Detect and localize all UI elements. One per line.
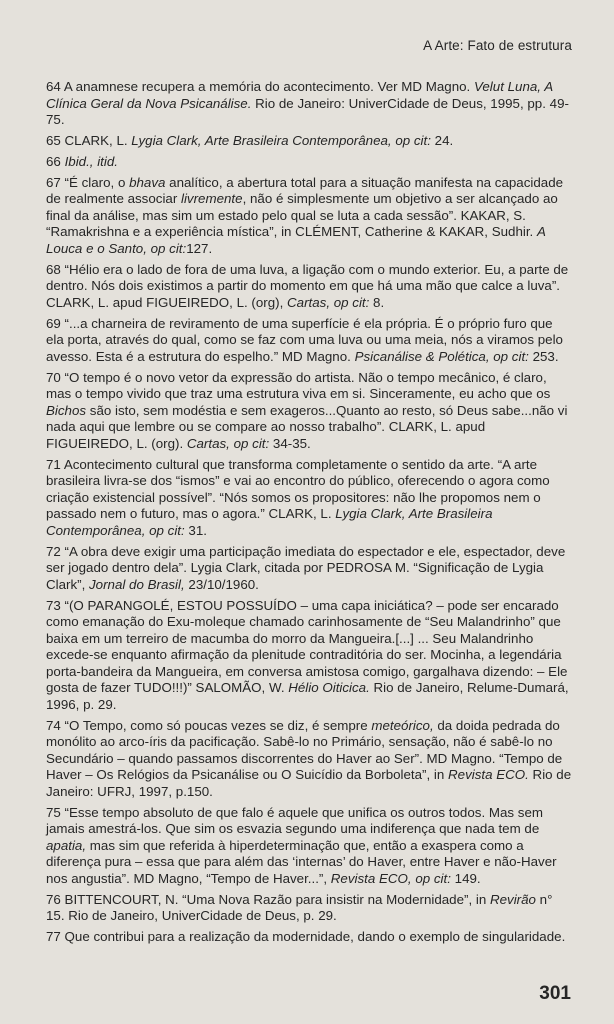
footnote-italic-text: A Louca e o Santo, op cit: [46,224,546,256]
footnote-italic-text: meteórico, [371,717,434,733]
running-header: A Arte: Fato de estrutura [423,38,572,53]
footnote [46,929,573,946]
footnote [46,544,573,594]
footnote-text: 253. [528,348,559,364]
footnote-italic-text: apatia, [46,837,87,853]
footnote [46,718,573,801]
footnote-italic-text: Ibid., itid. [64,153,118,169]
footnote [46,262,573,312]
footnote-italic-text: Cartas, op cit: [186,435,270,451]
footnote [46,175,573,258]
footnote-text: Rio de Janeiro: UFRJ, 1997, p.150. [46,767,572,799]
footnote-italic-text: Lygia Clark, Arte Brasileira Contemporânea, op cit: [131,132,431,148]
footnote-italic-text: Jornal do Brasil, [89,576,185,592]
footnote-italic-text: bhava [129,174,166,190]
footnote-text: 72 “A obra deve exigir uma participação imediata do espectador e ele, espectador, deve ser jogado dentro dela”. Lygia Clark, citada por PEDROSA M. “Significação de Lygia Clark”, [46,543,566,592]
footnote-text: 69 “...a charneira de reviramento de uma superfície é ela própria. É o próprio furo que ela porta, através do qual, como se faz com uma luva ou uma meia, nós a viramos pelo avesso. Esta é a estrutura do espelho.” MD Magno. [46,315,563,364]
footnote-text: 77 Que contribui para a realização da modernidade, dando o exemplo de singularidade. [46,929,566,945]
footnote-text: 70 “O tempo é o novo vetor da expressão do artista. Não o tempo mecânico, é claro, mas o tempo vivido que traz uma estrutura viva em si. Sinceramente, eu acho que os [46,369,551,402]
page-number: 301 [539,983,571,1004]
footnote-text: Rio de Janeiro: UniverCidade de Deus, 1995, pp. 49-75. [46,95,569,128]
footnote-italic-text: Revirão [489,891,536,907]
footnote [46,598,573,714]
footnote [46,154,573,171]
footnote [46,805,573,888]
footnote-text: , não é simplesmente um objetivo a ser alcançado ao final da análise, mas sim um estado pelo qual se luta a cada sessão”. KAKAR, S. “Ramakrishna e a experiência mística”, in CLÉMENT, Catherine & KAKAR, Sudhir. [46,191,558,240]
footnote-text: da doida pedrada do monólito ao arco-íris da pacificação. Sabê-lo no Primário, sensação, não é sabê-lo no Secundário – quando passamos discorrentes do Haver ao Ser”. MD Magno. “Tempo de Haver – Os Relógios da Psicanálise ou O Suicídio da Borboleta”, in [46,717,563,783]
footnote-italic-text: Velut Luna, A Clínica Geral da Nova Psicanálise. [46,79,553,111]
footnote [46,370,573,453]
footnote-italic-text: Cartas, op cit: [287,294,370,310]
footnote-italic-text: Bichos [46,402,87,418]
footnote-italic-text: Psicanálise & Polética, op cit: [354,348,529,364]
footnotes [46,79,573,950]
footnote-text: 127. [186,240,213,256]
footnote-text: 64 A anamnese recupera a memória do acontecimento. Ver MD Magno. [46,79,474,94]
footnote-text: 68 “Hélio era o lado de fora de uma luva, a ligação com o mundo exterior. Eu, a parte de dentro. Nós dois existimos a partir do momento em que há uma mão que calce a luva”. CLARK, L. apud FIGUEIREDO, L. (org), [46,261,569,310]
footnote-text: 74 “O Tempo, como só poucas vezes se diz, é sempre [46,717,372,733]
footnote-text: 34-35. [269,435,311,451]
footnote-text: 149. [450,870,481,886]
footnote-text: 66 [46,153,65,169]
footnote-text: 71 Acontecimento cultural que transforma completamente o sentido da arte. “A arte brasileira livra-se dos “ismos” e vai ao encontro do público, oferecendo o agora como criação existencial possível”. “Nós somos os propositores: não lhe propomos nem o passado nem o futuro, mas o agora.” CLARK, L. [46,456,550,522]
footnote-italic-text: Hélio Oiticica. [288,680,370,696]
footnote-text: 24. [430,132,454,148]
footnote [46,457,573,540]
footnote [46,316,573,366]
footnote-text: 8. [369,294,385,310]
footnote-text: mas sim que referida à hiperdeterminação que, então a exaspera como a diferença pura – essa que para além das ‘internas’ do Haver, entre Haver e não-Haver nos angustia”. MD Magno, “Tempo de Haver...”, [46,837,557,886]
footnote-text: 31. [184,522,207,538]
footnote-italic-text: Revista ECO, op cit: [330,870,451,886]
footnote-text: 73 “(O PARANGOLÉ, ESTOU POSSUÍDO – uma capa iniciática? – pode ser encarado como emanação do Exu-moleque chamado carinhosamente de “Seu Malandrinho” que baixa em um terreiro de macumba do morro da Mangueira.[...] ... Seu Malandrinho excede-se enquanto afirmação da plenitude contraditória do ser. Mocinha, a legendária porta-bandeira da Mangueira, em conversa amistosa comigo, gargalhava dizendo: – Ele gosta de fazer TUDO!!!)” SALOMÃO, W. [46,597,568,696]
footnote-text: n° 15. Rio de Janeiro, UniverCidade de Deus, p. 29. [46,891,553,924]
footnote-text: 75 “Esse tempo absoluto de que falo é aquele que unifica os outros todos. Mas sem jamais amestrá-los. Que sim os esvazia segundo uma indiferença que nada tem de [46,804,543,837]
footnote-text: 67 “É claro, o [46,174,130,190]
footnote-text: são isto, sem modéstia e sem exageros...Quanto ao resto, só Deus sabe...não vi nada aqui que lembre ou se compare ao nosso trabalho”. CLARK, L. apud FIGUEIREDO, L. (org). [46,402,568,451]
footnote [46,79,573,129]
footnote [46,892,573,925]
footnote-text: analítico, a abertura total para a situação manifesta na capacidade de realmente associar [46,174,564,207]
footnote-text: 76 BITTENCOURT, N. “Uma Nova Razão para insistir na Modernidade”, in [46,891,490,907]
footnote-italic-text: Lygia Clark, Arte Brasileira Contemporânea, op cit: [46,506,493,538]
footnote-text: Rio de Janeiro, Relume-Dumará, 1996, p. 29. [46,680,569,712]
footnote [46,133,573,150]
footnote-text: 65 CLARK, L. [46,132,132,148]
footnote-italic-text: Revista ECO. [448,767,529,783]
footnote-text: 23/10/1960. [184,576,259,592]
footnote-italic-text: livremente [181,191,243,207]
